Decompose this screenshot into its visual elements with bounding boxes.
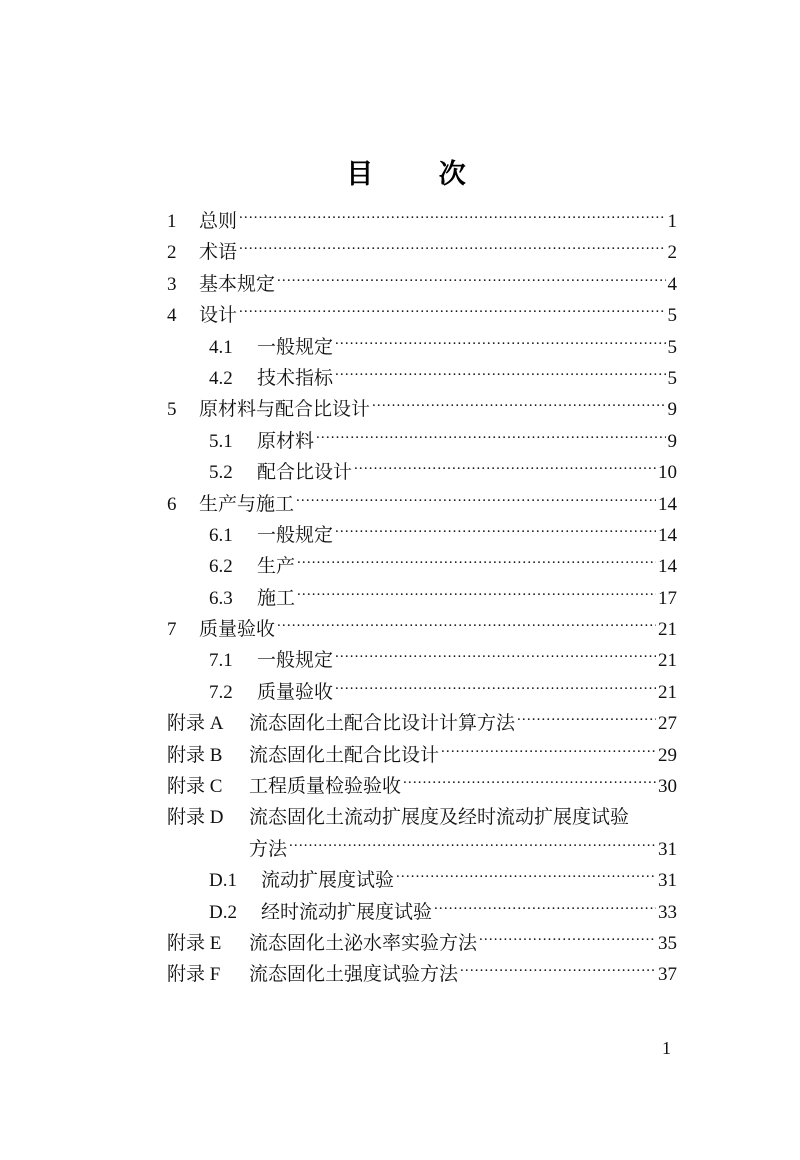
toc-page: 21 bbox=[658, 681, 677, 703]
dot-leader bbox=[239, 239, 665, 258]
dot-leader bbox=[289, 836, 656, 855]
toc-entry-appendix-c[interactable] bbox=[167, 771, 677, 802]
toc-label: 流动扩展度试验 bbox=[261, 870, 395, 892]
toc-label: 术语 bbox=[199, 242, 238, 264]
page-number: 1 bbox=[662, 1038, 671, 1058]
toc-page: 31 bbox=[658, 870, 677, 892]
dot-leader bbox=[441, 742, 656, 761]
toc-entry-appendix-b[interactable] bbox=[167, 740, 677, 771]
toc-number: 6.1 bbox=[209, 524, 233, 546]
toc-number: 4.2 bbox=[209, 367, 233, 389]
dot-leader bbox=[335, 522, 656, 541]
toc-number: 6.2 bbox=[209, 556, 233, 578]
toc-label: 原材料 bbox=[257, 430, 315, 452]
toc-entry-appendix-e[interactable] bbox=[167, 928, 677, 959]
toc-label: 施工 bbox=[257, 587, 296, 609]
toc-page: 21 bbox=[658, 650, 677, 672]
toc-number: 附录 C bbox=[167, 776, 223, 798]
dot-leader bbox=[335, 679, 656, 698]
toc-page: 17 bbox=[658, 587, 677, 609]
toc-entry-5-1[interactable] bbox=[167, 426, 677, 457]
toc-page: 14 bbox=[658, 493, 677, 515]
toc-number: 7.2 bbox=[209, 681, 233, 703]
dot-leader bbox=[403, 773, 656, 792]
toc-entry-appendix-f[interactable] bbox=[167, 959, 677, 990]
toc-page: 37 bbox=[658, 964, 677, 986]
toc-entry-7[interactable] bbox=[167, 614, 677, 645]
toc-number: D.1 bbox=[209, 870, 237, 892]
toc-number: D.2 bbox=[209, 901, 237, 923]
toc-entry-4-2[interactable] bbox=[167, 363, 677, 394]
page-title: 目 次 bbox=[346, 159, 494, 190]
dot-leader bbox=[517, 710, 656, 729]
toc-label: 方法 bbox=[249, 838, 288, 860]
toc-entry-d-1[interactable] bbox=[167, 865, 677, 896]
toc-label: 生产与施工 bbox=[199, 493, 295, 515]
dot-leader bbox=[434, 899, 656, 918]
table-of-contents bbox=[167, 206, 677, 991]
toc-entry-4-1[interactable] bbox=[167, 332, 677, 363]
toc-number: 附录 D bbox=[167, 807, 224, 829]
toc-page: 29 bbox=[658, 744, 677, 766]
toc-number: 7 bbox=[167, 619, 177, 641]
toc-label: 原材料与配合比设计 bbox=[199, 399, 371, 421]
dot-leader bbox=[354, 459, 656, 478]
toc-page: 2 bbox=[667, 242, 677, 264]
dot-leader bbox=[316, 428, 665, 447]
dot-leader bbox=[335, 365, 665, 384]
toc-label: 工程质量检验验收 bbox=[249, 776, 402, 798]
toc-entry-6-1[interactable] bbox=[167, 520, 677, 551]
toc-label: 质量验收 bbox=[199, 619, 276, 641]
toc-number: 3 bbox=[167, 273, 177, 295]
toc-label: 流态固化土泌水率实验方法 bbox=[249, 932, 478, 954]
toc-entry-4[interactable] bbox=[167, 300, 677, 331]
toc-entry-d-2[interactable] bbox=[167, 897, 677, 928]
toc-number: 2 bbox=[167, 242, 177, 264]
toc-label: 设计 bbox=[199, 305, 238, 327]
toc-entry-6[interactable] bbox=[167, 489, 677, 520]
toc-label: 经时流动扩展度试验 bbox=[261, 901, 433, 923]
toc-number: 附录 F bbox=[167, 964, 221, 986]
toc-label: 流态固化土配合比设计 bbox=[249, 744, 440, 766]
toc-entry-5-2[interactable] bbox=[167, 457, 677, 488]
toc-number: 6 bbox=[167, 493, 177, 515]
toc-page: 21 bbox=[658, 619, 677, 641]
toc-page: 9 bbox=[667, 430, 677, 452]
toc-number: 附录 B bbox=[167, 744, 223, 766]
dot-leader bbox=[239, 208, 665, 227]
toc-page: 31 bbox=[658, 838, 677, 860]
toc-number: 6.3 bbox=[209, 587, 233, 609]
dot-leader bbox=[396, 867, 656, 886]
toc-entry-appendix-d-continued[interactable] bbox=[167, 834, 677, 865]
toc-page: 5 bbox=[667, 305, 677, 327]
dot-leader bbox=[297, 585, 656, 604]
toc-entry-appendix-d[interactable] bbox=[167, 802, 677, 833]
toc-entry-5[interactable] bbox=[167, 394, 677, 425]
toc-number: 5 bbox=[167, 399, 177, 421]
toc-number: 5.1 bbox=[209, 430, 233, 452]
toc-label: 流态固化土流动扩展度及经时流动扩展度试验 bbox=[249, 807, 630, 829]
toc-label: 生产 bbox=[257, 556, 296, 578]
toc-label: 技术指标 bbox=[257, 367, 334, 389]
dot-leader bbox=[372, 396, 665, 415]
toc-label: 一般规定 bbox=[257, 650, 334, 672]
toc-number: 1 bbox=[167, 211, 177, 232]
toc-entry-7-2[interactable] bbox=[167, 677, 677, 708]
toc-label: 总则 bbox=[199, 211, 238, 232]
toc-entry-6-3[interactable] bbox=[167, 583, 677, 614]
toc-page: 4 bbox=[667, 273, 677, 295]
toc-page: 35 bbox=[658, 932, 677, 954]
dot-leader bbox=[460, 961, 656, 980]
toc-entry-2[interactable] bbox=[167, 237, 677, 268]
dot-leader bbox=[335, 334, 665, 353]
toc-page: 9 bbox=[667, 399, 677, 421]
toc-page: 27 bbox=[658, 713, 677, 735]
dot-leader bbox=[277, 616, 656, 635]
dot-leader bbox=[239, 302, 665, 321]
toc-label: 一般规定 bbox=[257, 524, 334, 546]
toc-number: 附录 E bbox=[167, 932, 222, 954]
toc-page: 30 bbox=[658, 776, 677, 798]
toc-label: 一般规定 bbox=[257, 336, 334, 358]
dot-leader bbox=[335, 647, 656, 666]
toc-page: 14 bbox=[658, 556, 677, 578]
dot-leader bbox=[296, 491, 656, 510]
dot-leader bbox=[277, 271, 665, 290]
toc-number: 4.1 bbox=[209, 336, 233, 358]
toc-page: 14 bbox=[658, 524, 677, 546]
toc-page: 1 bbox=[667, 211, 677, 232]
dot-leader bbox=[479, 930, 656, 949]
toc-label: 质量验收 bbox=[257, 681, 334, 703]
toc-entry-7-1[interactable] bbox=[167, 645, 677, 676]
toc-page: 33 bbox=[658, 901, 677, 923]
toc-entry-6-2[interactable] bbox=[167, 551, 677, 582]
toc-label: 流态固化土配合比设计计算方法 bbox=[249, 713, 516, 735]
toc-entry-appendix-a[interactable] bbox=[167, 708, 677, 739]
toc-entry-3[interactable] bbox=[167, 269, 677, 300]
toc-number: 5.2 bbox=[209, 462, 233, 484]
toc-label: 流态固化土强度试验方法 bbox=[249, 964, 459, 986]
toc-entry-1[interactable] bbox=[167, 206, 677, 237]
toc-page: 10 bbox=[658, 462, 677, 484]
toc-number: 4 bbox=[167, 305, 177, 327]
toc-label: 配合比设计 bbox=[257, 462, 353, 484]
toc-label: 基本规定 bbox=[199, 273, 276, 295]
dot-leader bbox=[297, 553, 656, 572]
toc-number: 附录 A bbox=[167, 713, 224, 735]
toc-number: 7.1 bbox=[209, 650, 233, 672]
toc-page: 5 bbox=[667, 336, 677, 358]
toc-page: 5 bbox=[667, 367, 677, 389]
